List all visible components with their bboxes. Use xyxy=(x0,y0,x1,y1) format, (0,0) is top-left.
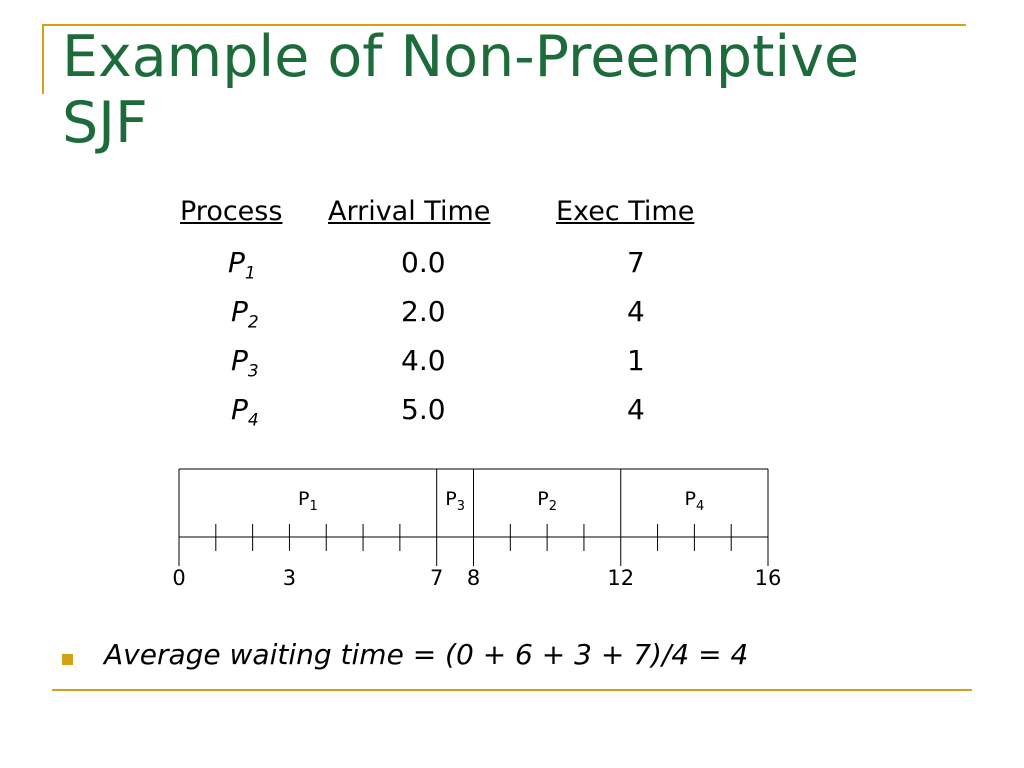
process-name: $P_4$ xyxy=(231,393,259,431)
average-waiting-time: Average waiting time = (0 + 6 + 3 + 7)/4 = 4 xyxy=(104,638,749,671)
gantt-time-label: 12 xyxy=(607,566,635,590)
gantt-segment-label: $P_4$ xyxy=(684,488,705,514)
process-name: $P_3$ xyxy=(231,344,259,382)
gantt-time-label: 16 xyxy=(754,566,782,590)
title-line-2: SJF xyxy=(62,90,148,156)
exec-time: 1 xyxy=(627,344,645,377)
arrival-time: 2.0 xyxy=(401,295,446,328)
gantt-time-label: 7 xyxy=(430,566,444,590)
gantt-time-label: 3 xyxy=(282,566,297,590)
exec-time: 4 xyxy=(627,295,645,328)
arrival-time: 5.0 xyxy=(401,393,446,426)
gantt-segment-label: $P_3$ xyxy=(445,488,465,514)
process-name: $P_1$ xyxy=(228,246,256,284)
arrival-time: 0.0 xyxy=(401,246,446,279)
gantt-segment-label: $P_1$ xyxy=(297,488,318,514)
header-arrival-time: Arrival Time xyxy=(328,196,491,227)
arrival-time: 4.0 xyxy=(401,344,446,377)
header-process: Process xyxy=(180,196,283,227)
header-exec-time: Exec Time xyxy=(556,196,695,227)
bullet-marker xyxy=(62,654,73,665)
exec-time: 4 xyxy=(627,393,645,426)
gantt-time-label: 0 xyxy=(172,566,186,590)
exec-time: 7 xyxy=(627,246,645,279)
title-line-1: Example of Non-Preemptive xyxy=(62,24,860,90)
gantt-segment-label: $P_2$ xyxy=(537,488,557,514)
process-name: $P_2$ xyxy=(231,295,259,333)
gantt-time-label: 8 xyxy=(466,566,481,590)
